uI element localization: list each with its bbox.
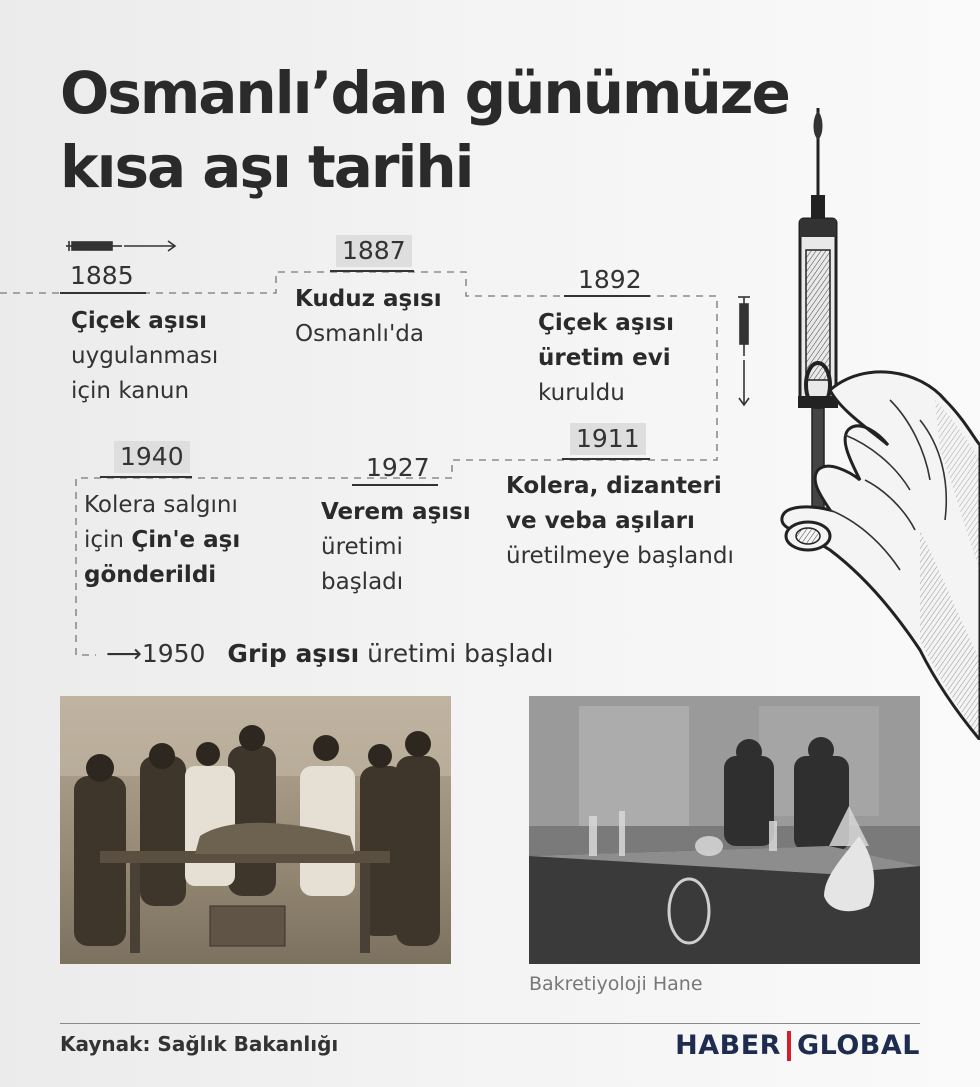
year-1885: 1885 (70, 261, 134, 290)
event-1950-title: Grip aşısı (227, 639, 360, 668)
year-1887: 1887 (336, 235, 412, 267)
year-1927: 1927 (366, 453, 430, 482)
event-1927-line2: üretimi (321, 534, 403, 560)
event-1940 (84, 488, 240, 593)
event-1950-text: üretimi başladı (359, 639, 554, 668)
event-1892-line3: kuruldu (538, 380, 625, 406)
title-line-1: Osmanlı’dan günümüze (60, 59, 789, 127)
event-1892-title: Çiçek aşısı (538, 310, 674, 336)
syringe-down-icon (738, 297, 750, 405)
event-1885-line2: uygulanması (71, 343, 219, 369)
logo-separator (787, 1031, 791, 1061)
event-1887-line2: Osmanlı'da (295, 321, 424, 347)
event-1911-line2: ve veba aşıları (506, 508, 695, 534)
event-1940-line2 (84, 523, 240, 558)
year-underline (564, 295, 650, 297)
year-underline (330, 270, 414, 272)
logo-left-text: HABER (675, 1030, 781, 1061)
historical-photo-1 (60, 696, 451, 964)
event-1887 (295, 282, 442, 352)
year-underline (100, 476, 192, 478)
event-1940-line3: gönderildi (84, 562, 217, 588)
event-1885-title: Çiçek aşısı (71, 308, 207, 334)
year-1940: 1940 (114, 441, 190, 473)
title-line-2: kısa aşı tarihi (60, 133, 473, 201)
year-underline (60, 292, 146, 294)
event-1892 (538, 306, 674, 411)
event-1911-title: Kolera, dizanteri (506, 473, 722, 499)
syringe-arrow-icon (66, 241, 175, 251)
year-underline (562, 458, 650, 460)
photo-caption: Bakretiyoloji Hane (529, 973, 703, 995)
event-1911-line3: üretilmeye başlandı (506, 543, 734, 569)
year-1892: 1892 (578, 265, 642, 294)
event-1940-line2-a: için (84, 527, 132, 553)
event-1950-arrow: ⟶ (106, 639, 142, 668)
year-1950: 1950 (141, 639, 206, 668)
event-1950 (106, 636, 553, 671)
event-1885-line3: için kanun (71, 378, 190, 404)
event-1911 (506, 469, 734, 574)
event-1927-title: Verem aşısı (321, 499, 471, 525)
year-underline (352, 484, 438, 486)
event-1940-line2-b: Çin'e aşı (131, 527, 241, 553)
event-1927 (321, 495, 471, 600)
source-credit: Kaynak: Sağlık Bakanlığı (60, 1032, 339, 1056)
event-1892-line2: üretim evi (538, 345, 671, 371)
historical-photo-2 (529, 696, 920, 964)
event-1885 (71, 304, 218, 409)
event-1940-line1: Kolera salgını (84, 492, 238, 518)
year-1911: 1911 (570, 423, 646, 455)
event-1887-title: Kuduz aşısı (295, 286, 442, 312)
footer-divider (60, 1023, 920, 1024)
hand-syringe-illustration (770, 100, 980, 740)
logo-right-text: GLOBAL (796, 1030, 920, 1061)
brand-logo (675, 1030, 920, 1061)
event-1927-line3: başladı (321, 569, 404, 595)
